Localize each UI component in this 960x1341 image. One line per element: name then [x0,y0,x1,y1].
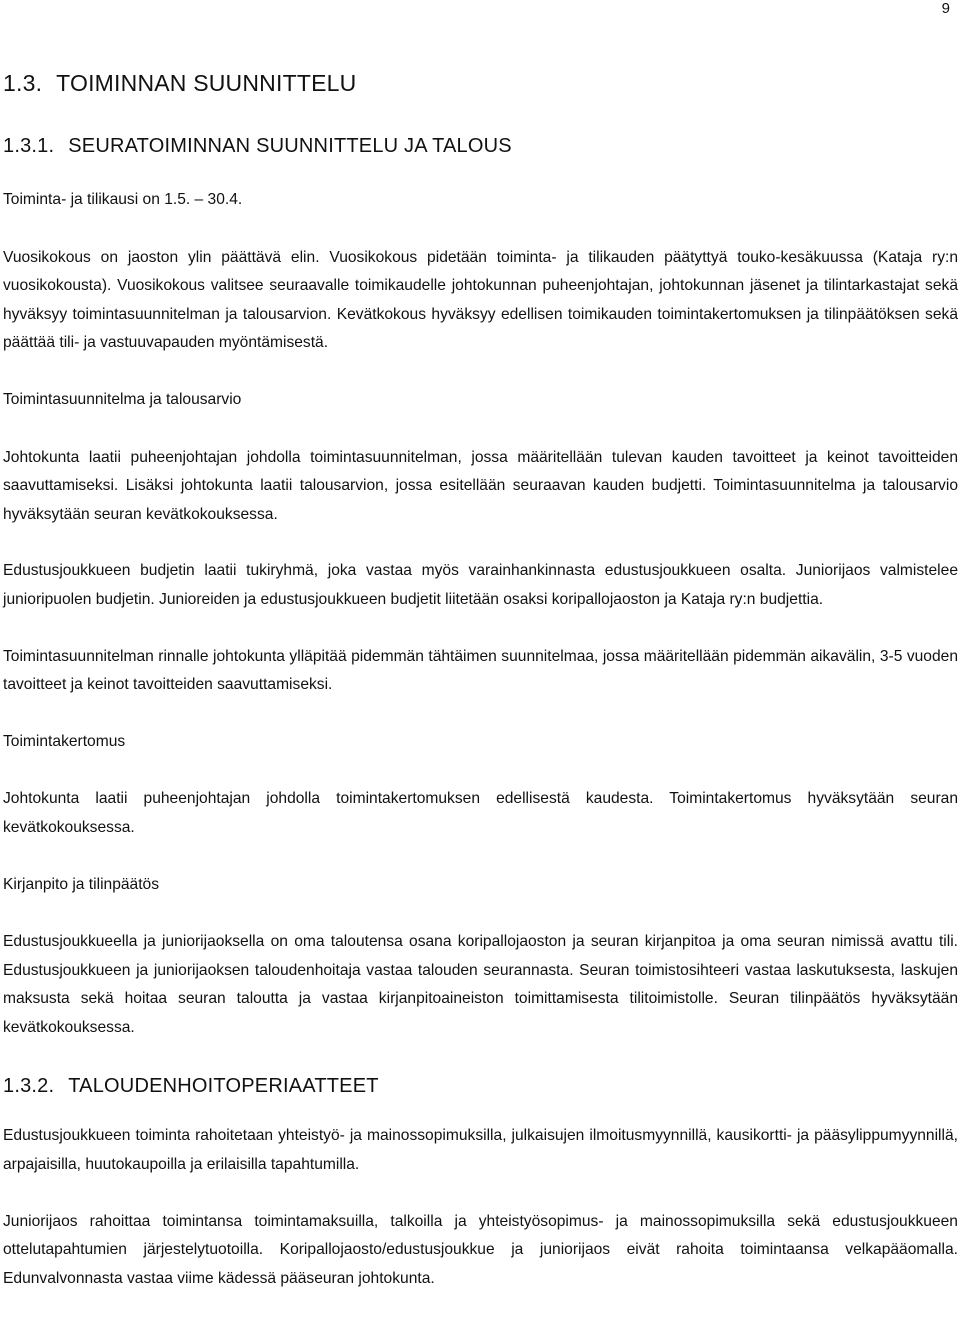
section-heading-1-3 [3,66,958,100]
section-title: TOIMINNAN SUUNNITTELU [56,70,357,96]
section-heading-1-3-1 [3,130,958,162]
paragraph-budjetti: Edustusjoukkueen budjetin laatii tukiryhmä, joka vastaa myös varainhankinnasta edustusjoukkueen osalta. Juniorijaos valmistelee junioripuolen budjetin. Junioreiden ja edustusjoukkueen budjetit liitetään osaksi koripallojaoston ja Kataja ry:n budjettia. [3,562,958,608]
paragraph-vuosikokous: Vuosikokous on jaoston ylin päättävä elin. Vuosikokous pidetään toiminta- ja tilikauden päätyttyä touko-kesäkuussa (Kataja ry:n vuosikokousta). Vuosikokous valitsee seuraavalle toimikaudelle johtokunnan puheenjohtajan, johtokunnan jäsenet ja tilintarkastajat sekä hyväksyy toimintasuunnitelman ja talousarvion. Kevätkokous hyväksyy edellisen toimikauden toimintakertomuksen ja tilinpäätöksen sekä päättää tili- ja vastuuvapauden myöntämisestä. [3,248,958,352]
paragraph-johtokunta-laatii: Johtokunta laatii puheenjohtajan johdolla toimintasuunnitelman, jossa määritellään tulevan kauden tavoitteet ja keinot tavoitteiden saavuttamiseksi. Lisäksi johtokunta laatii talousarvion, jossa esitellään seuraavan kauden budjetti. Toimintasuunnitelma ja talousarvio hyväksytään seuran kevätkokouksessa. [3,448,958,523]
section-title: TALOUDENHOITOPERIAATTEET [68,1075,379,1098]
section-title: SEURATOIMINNAN SUUNNITTELU JA TALOUS [68,135,512,157]
paragraph-pidemman-suunnitelma: Toimintasuunnitelman rinnalle johtokunta ylläpitää pidemmän tähtäimen suunnitelmaa, jossa määritellään pidemmän aikavälin, 3-5 vuoden tavoitteet ja keinot tavoitteiden saavuttamiseksi. [3,647,958,694]
section-number: 1.3.2. [3,1075,55,1098]
section-heading-1-3-2 [3,1070,958,1102]
subheading-kirjanpito: Kirjanpito ja tilinpäätös [3,875,160,893]
section-number: 1.3.1. [3,135,55,157]
page-number: 9 [941,0,950,17]
paragraph-toimintakertomus: Johtokunta laatii puheenjohtajan johdolla toimintakertomuksen edellisestä kaudesta. Toimintakertomus hyväksytään seuran kevätkokouksessa. [3,790,958,836]
section-number: 1.3. [3,70,43,96]
document-page [3,66,958,1321]
subheading-toimintasuunnitelma: Toimintasuunnitelma ja talousarvio [3,390,242,408]
paragraph-juniorijaos-rahoitus: Juniorijaos rahoittaa toimintansa toimintamaksuilla, talkoilla ja yhteistyösopimus- ja mainossopimuksilla sekä edustusjoukkueen ottelutapahtumien järjestelytuotoilla. Koripallojaosto/edustusjoukkue ja juniorijaos eivät rahoita toimintaansa velkapääomalla. Edunvalvonnasta vastaa viime kädessä pääseuran johtokunta. [3,1212,958,1287]
paragraph-rahoitus: Edustusjoukkueen toiminta rahoitetaan yhteistyö- ja mainossopimuksilla, julkaisujen ilmoitusmyynnillä, kausikortti- ja pääsylippumyynnillä, arpajaisilla, huutokaupoilla ja erilaisilla tapahtumilla. [3,1127,958,1174]
subheading-toimintakertomus: Toimintakertomus [3,732,126,750]
paragraph-kirjanpito: Edustusjoukkueella ja juniorijaoksella on oma taloutensa osana koripallojaoston ja seuran kirjanpitoa ja oma seuran nimissä avattu tili. Edustusjoukkueen ja juniorijaoksen taloudenhoitaja vastaa talouden seurannasta. Seuran toimistosihteeri vastaa laskutuksesta, laskujen maksusta sekä hoitaa seuran taloutta ja vastaa kirjanpitoaineiston toimittamisesta tilitoimistolle. Seuran tilinpäätös hyväksytään kevätkokouksessa. [3,933,958,1036]
paragraph-tilikausi: Toiminta- ja tilikausi on 1.5. – 30.4. [3,191,243,208]
